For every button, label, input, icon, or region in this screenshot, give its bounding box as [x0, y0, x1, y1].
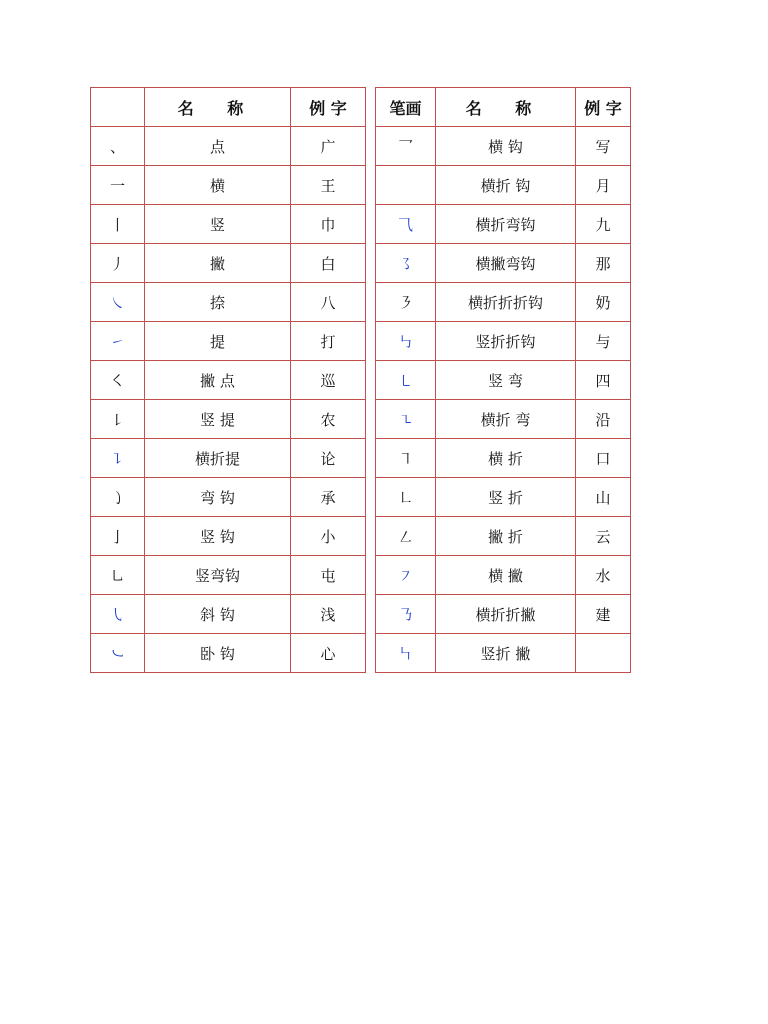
table-row: [91, 205, 631, 244]
left-stroke-cell: 一: [91, 166, 145, 205]
right-example-cell: 奶: [576, 283, 631, 322]
header-left-stroke: [91, 88, 145, 127]
right-example-cell: 那: [576, 244, 631, 283]
right-example-cell: 沿: [576, 400, 631, 439]
table-row: [91, 361, 631, 400]
left-example-cell: 八: [291, 283, 366, 322]
right-example-cell: 建: [576, 595, 631, 634]
column-gap: [366, 283, 376, 322]
left-name-cell: 竖 提: [145, 400, 291, 439]
table-row: [91, 478, 631, 517]
left-name-cell: 竖弯钩: [145, 556, 291, 595]
right-example-cell: 水: [576, 556, 631, 595]
left-stroke-cell: 丨: [91, 205, 145, 244]
header-row: [91, 88, 631, 127]
column-gap: [366, 88, 376, 127]
left-name-cell: 竖: [145, 205, 291, 244]
right-example-cell: 写: [576, 127, 631, 166]
left-example-cell: 广: [291, 127, 366, 166]
left-example-cell: 打: [291, 322, 366, 361]
right-stroke-cell: ㇄: [376, 361, 436, 400]
left-stroke-cell: ㇀: [91, 322, 145, 361]
right-example-cell: 月: [576, 166, 631, 205]
left-name-cell: 斜 钩: [145, 595, 291, 634]
right-stroke-cell: ㇞: [376, 634, 436, 673]
table-row: [91, 634, 631, 673]
right-name-cell: 横折折折钩: [436, 283, 576, 322]
table-row: [91, 556, 631, 595]
right-stroke-cell: ㇕: [376, 439, 436, 478]
left-stroke-cell: 、: [91, 127, 145, 166]
left-example-cell: 农: [291, 400, 366, 439]
left-name-cell: 横: [145, 166, 291, 205]
table-row: [91, 595, 631, 634]
table-row: [91, 283, 631, 322]
column-gap: [366, 400, 376, 439]
header-right-example: 例 字: [576, 88, 631, 127]
header-left-name: 名 称: [145, 88, 291, 127]
right-example-cell: 四: [576, 361, 631, 400]
left-name-cell: 提: [145, 322, 291, 361]
column-gap: [366, 517, 376, 556]
header-left-example: 例 字: [291, 88, 366, 127]
right-name-cell: 横折弯钩: [436, 205, 576, 244]
right-name-cell: 竖 弯: [436, 361, 576, 400]
column-gap: [366, 478, 376, 517]
left-name-cell: 撇: [145, 244, 291, 283]
left-name-cell: 弯 钩: [145, 478, 291, 517]
column-gap: [366, 439, 376, 478]
right-example-cell: 与: [576, 322, 631, 361]
table-row: [91, 127, 631, 166]
table-row: [91, 244, 631, 283]
right-stroke-cell: ㇌: [376, 244, 436, 283]
left-name-cell: 卧 钩: [145, 634, 291, 673]
column-gap: [366, 595, 376, 634]
stroke-table: [90, 87, 631, 673]
left-example-cell: 论: [291, 439, 366, 478]
right-name-cell: 竖折 撇: [436, 634, 576, 673]
left-example-cell: 白: [291, 244, 366, 283]
left-stroke-cell: ㇙: [91, 400, 145, 439]
left-example-cell: 屯: [291, 556, 366, 595]
right-example-cell: 口: [576, 439, 631, 478]
right-stroke-cell: ㇇: [376, 556, 436, 595]
left-name-cell: 撇 点: [145, 361, 291, 400]
table-row: [91, 439, 631, 478]
right-name-cell: 横折折撇: [436, 595, 576, 634]
right-example-cell: 九: [576, 205, 631, 244]
right-stroke-cell: ㇜: [376, 517, 436, 556]
column-gap: [366, 166, 376, 205]
right-stroke-cell: ㇗: [376, 478, 436, 517]
left-stroke-cell: 丿: [91, 244, 145, 283]
right-example-cell: 山: [576, 478, 631, 517]
left-stroke-cell: ㇊: [91, 439, 145, 478]
column-gap: [366, 127, 376, 166]
right-example-cell: 云: [576, 517, 631, 556]
right-name-cell: 横折 钩: [436, 166, 576, 205]
right-stroke-cell: ㇍: [376, 400, 436, 439]
table-row: [91, 166, 631, 205]
left-name-cell: 点: [145, 127, 291, 166]
left-example-cell: 浅: [291, 595, 366, 634]
left-name-cell: 横折提: [145, 439, 291, 478]
left-stroke-cell: ㇛: [91, 361, 145, 400]
left-name-cell: 捺: [145, 283, 291, 322]
left-stroke-cell: 亅: [91, 517, 145, 556]
left-example-cell: 心: [291, 634, 366, 673]
left-example-cell: 小: [291, 517, 366, 556]
right-name-cell: 横折 弯: [436, 400, 576, 439]
table-row: [91, 400, 631, 439]
column-gap: [366, 205, 376, 244]
left-stroke-cell: ㇁: [91, 478, 145, 517]
right-name-cell: 竖折折钩: [436, 322, 576, 361]
left-example-cell: 巡: [291, 361, 366, 400]
right-name-cell: 横 撇: [436, 556, 576, 595]
column-gap: [366, 322, 376, 361]
column-gap: [366, 244, 376, 283]
table-row: [91, 517, 631, 556]
right-name-cell: 横 钩: [436, 127, 576, 166]
right-stroke-cell: ㇋: [376, 283, 436, 322]
right-stroke-cell: ㇉: [376, 322, 436, 361]
right-name-cell: 撇 折: [436, 517, 576, 556]
left-stroke-cell: ㇂: [91, 595, 145, 634]
header-right-stroke: 笔画: [376, 88, 436, 127]
left-example-cell: 巾: [291, 205, 366, 244]
right-stroke-cell: ⺄: [376, 205, 436, 244]
left-stroke-cell: ㇃: [91, 634, 145, 673]
right-name-cell: 横撇弯钩: [436, 244, 576, 283]
left-stroke-cell: ㇏: [91, 283, 145, 322]
right-name-cell: 竖 折: [436, 478, 576, 517]
column-gap: [366, 361, 376, 400]
right-name-cell: 横 折: [436, 439, 576, 478]
right-stroke-cell: ㇡: [376, 595, 436, 634]
left-name-cell: 竖 钩: [145, 517, 291, 556]
left-example-cell: 承: [291, 478, 366, 517]
column-gap: [366, 634, 376, 673]
right-stroke-cell: [376, 166, 436, 205]
left-stroke-cell: ㇟: [91, 556, 145, 595]
column-gap: [366, 556, 376, 595]
right-stroke-cell: 乛: [376, 127, 436, 166]
left-example-cell: 王: [291, 166, 366, 205]
table-row: [91, 322, 631, 361]
right-example-cell: [576, 634, 631, 673]
header-right-name: 名 称: [436, 88, 576, 127]
